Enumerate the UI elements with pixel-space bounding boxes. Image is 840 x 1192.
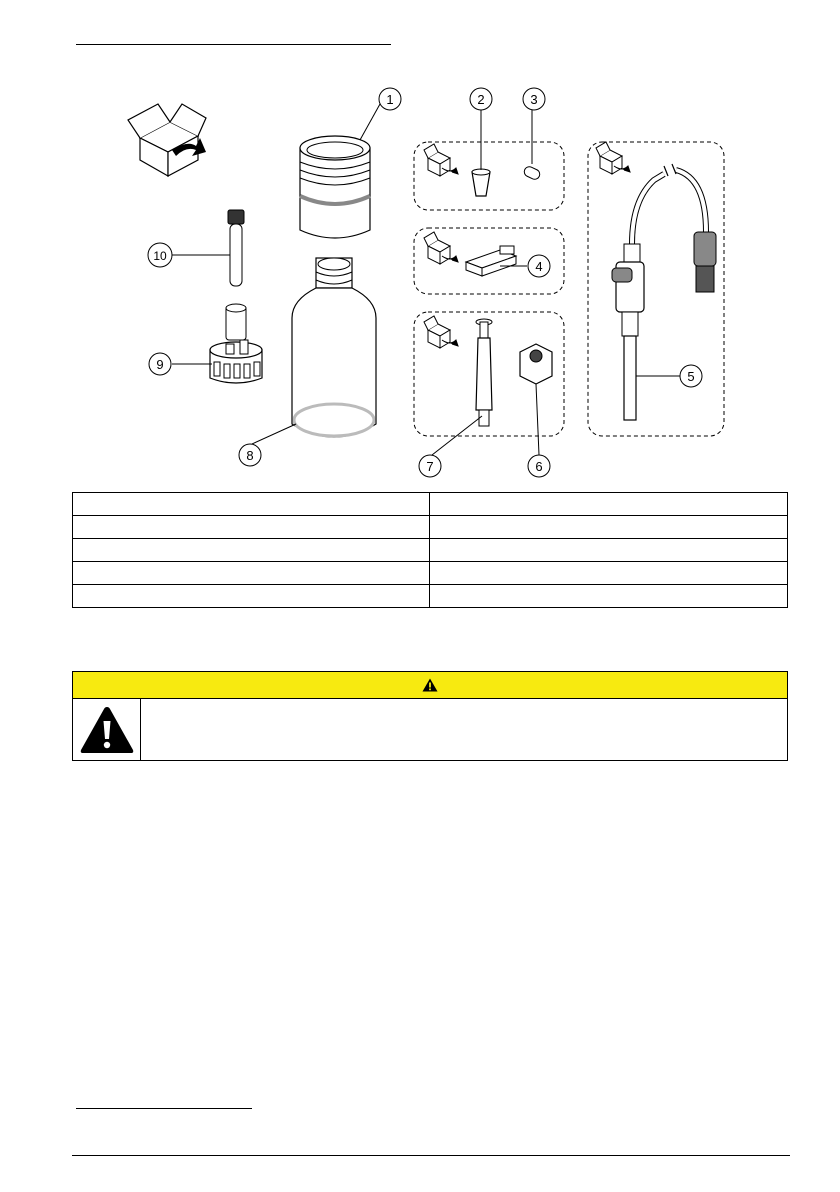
callout-3 [523, 88, 545, 110]
part-2 [472, 169, 490, 196]
clip-6 [520, 344, 552, 384]
parts-table [72, 492, 788, 608]
warning-body [73, 699, 787, 761]
svg-text:3: 3 [530, 92, 538, 107]
warning-box [72, 671, 788, 761]
callout-7 [419, 455, 441, 477]
table-row [73, 493, 788, 516]
svg-text:5: 5 [687, 369, 695, 384]
warning-icon-cell [73, 699, 141, 761]
bottle-8 [292, 258, 376, 437]
callout-10 [148, 243, 172, 267]
cap-9 [210, 304, 262, 383]
svg-text:9: 9 [156, 357, 164, 372]
callout-8 [239, 444, 261, 466]
table-row [73, 516, 788, 539]
usb-stick-4 [466, 246, 516, 276]
svg-text:10: 10 [153, 249, 167, 263]
footer-rule [72, 1155, 790, 1156]
svg-text:2: 2 [477, 92, 485, 107]
unbox-icon [128, 104, 206, 176]
warning-triangle-icon [422, 678, 438, 692]
callout-2 [470, 88, 492, 110]
jar-1 [300, 136, 370, 238]
callout-1 [379, 88, 401, 110]
tube-10 [228, 210, 244, 286]
table-row [73, 562, 788, 585]
warning-header [73, 672, 787, 699]
svg-text:7: 7 [426, 459, 434, 474]
svg-text:8: 8 [246, 448, 254, 463]
callout-5 [680, 365, 702, 387]
callout-6 [528, 455, 550, 477]
svg-text:6: 6 [535, 459, 543, 474]
table-row [73, 585, 788, 608]
svg-text:4: 4 [535, 259, 543, 274]
callout-4 [528, 255, 550, 277]
syringe-7 [476, 319, 492, 426]
exclamation-triangle-icon [79, 705, 135, 755]
callout-9 [149, 353, 171, 375]
table-row [73, 539, 788, 562]
part-3 [523, 165, 542, 181]
parts-illustration [0, 0, 840, 490]
footnote-rule [76, 1108, 252, 1109]
svg-text:1: 1 [386, 92, 394, 107]
